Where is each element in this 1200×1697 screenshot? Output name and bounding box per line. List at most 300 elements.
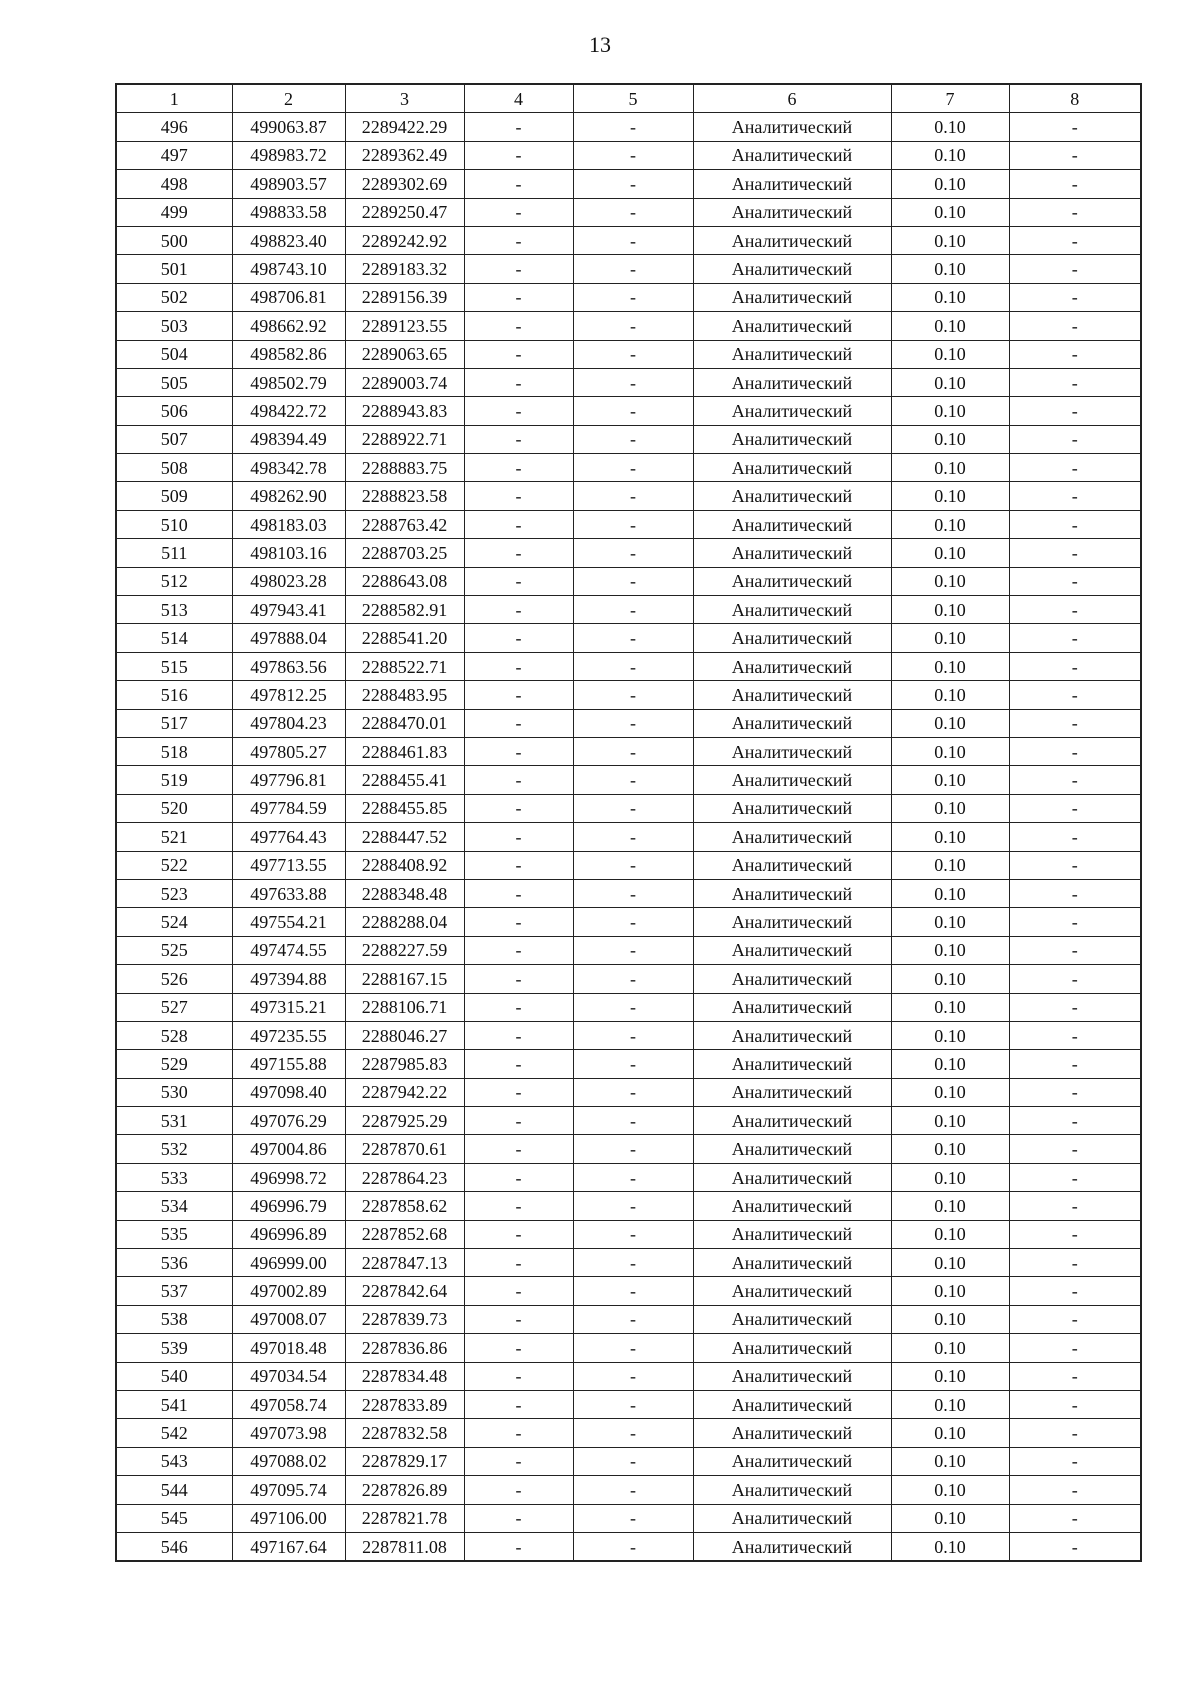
table-row: [116, 141, 1141, 169]
accuracy-cell: 0.10: [891, 737, 1009, 765]
column-8-cell: -: [1009, 737, 1141, 765]
x-coordinate-cell: 496996.89: [232, 1220, 345, 1248]
point-number-cell: 504: [116, 340, 232, 368]
y-coordinate-cell: 2287839.73: [345, 1305, 464, 1333]
method-cell: Аналитический: [693, 737, 891, 765]
column-5-cell: -: [573, 283, 693, 311]
accuracy-cell: 0.10: [891, 312, 1009, 340]
y-coordinate-cell: 2287834.48: [345, 1362, 464, 1390]
column-5-cell: -: [573, 1107, 693, 1135]
method-cell: Аналитический: [693, 794, 891, 822]
table-row: [116, 510, 1141, 538]
accuracy-cell: 0.10: [891, 1163, 1009, 1191]
method-cell: Аналитический: [693, 454, 891, 482]
x-coordinate-cell: 497812.25: [232, 681, 345, 709]
accuracy-cell: 0.10: [891, 567, 1009, 595]
table-row: [116, 1163, 1141, 1191]
column-5-cell: -: [573, 1021, 693, 1049]
method-cell: Аналитический: [693, 283, 891, 311]
point-number-cell: 530: [116, 1078, 232, 1106]
column-header: 3: [345, 84, 464, 113]
y-coordinate-cell: 2287811.08: [345, 1532, 464, 1561]
point-number-cell: 528: [116, 1021, 232, 1049]
column-5-cell: -: [573, 1504, 693, 1532]
accuracy-cell: 0.10: [891, 709, 1009, 737]
column-4-cell: -: [464, 737, 573, 765]
column-8-cell: -: [1009, 198, 1141, 226]
column-4-cell: -: [464, 312, 573, 340]
accuracy-cell: 0.10: [891, 255, 1009, 283]
method-cell: Аналитический: [693, 1249, 891, 1277]
method-cell: Аналитический: [693, 510, 891, 538]
table-row: [116, 1220, 1141, 1248]
method-cell: Аналитический: [693, 226, 891, 254]
column-4-cell: -: [464, 1249, 573, 1277]
x-coordinate-cell: 497018.48: [232, 1334, 345, 1362]
column-5-cell: -: [573, 1532, 693, 1561]
table-row: [116, 1504, 1141, 1532]
column-8-cell: -: [1009, 965, 1141, 993]
column-5-cell: -: [573, 1447, 693, 1475]
y-coordinate-cell: 2289302.69: [345, 170, 464, 198]
column-4-cell: -: [464, 624, 573, 652]
column-8-cell: -: [1009, 510, 1141, 538]
table-row: [116, 539, 1141, 567]
x-coordinate-cell: 497235.55: [232, 1021, 345, 1049]
accuracy-cell: 0.10: [891, 794, 1009, 822]
point-number-cell: 505: [116, 368, 232, 396]
y-coordinate-cell: 2289242.92: [345, 226, 464, 254]
y-coordinate-cell: 2288408.92: [345, 851, 464, 879]
point-number-cell: 532: [116, 1135, 232, 1163]
method-cell: Аналитический: [693, 1021, 891, 1049]
column-8-cell: -: [1009, 141, 1141, 169]
accuracy-cell: 0.10: [891, 1078, 1009, 1106]
accuracy-cell: 0.10: [891, 482, 1009, 510]
method-cell: Аналитический: [693, 1447, 891, 1475]
x-coordinate-cell: 497394.88: [232, 965, 345, 993]
column-header: 5: [573, 84, 693, 113]
accuracy-cell: 0.10: [891, 1419, 1009, 1447]
x-coordinate-cell: 497095.74: [232, 1476, 345, 1504]
accuracy-cell: 0.10: [891, 510, 1009, 538]
table-row: [116, 766, 1141, 794]
column-8-cell: -: [1009, 1192, 1141, 1220]
method-cell: Аналитический: [693, 709, 891, 737]
point-number-cell: 546: [116, 1532, 232, 1561]
accuracy-cell: 0.10: [891, 879, 1009, 907]
x-coordinate-cell: 498023.28: [232, 567, 345, 595]
table-row: [116, 1419, 1141, 1447]
point-number-cell: 537: [116, 1277, 232, 1305]
x-coordinate-cell: 498662.92: [232, 312, 345, 340]
table-row: [116, 1532, 1141, 1561]
column-4-cell: -: [464, 794, 573, 822]
column-5-cell: -: [573, 681, 693, 709]
table-row: [116, 1277, 1141, 1305]
accuracy-cell: 0.10: [891, 397, 1009, 425]
accuracy-cell: 0.10: [891, 1476, 1009, 1504]
method-cell: Аналитический: [693, 681, 891, 709]
table-row: [116, 823, 1141, 851]
method-cell: Аналитический: [693, 1078, 891, 1106]
y-coordinate-cell: 2288922.71: [345, 425, 464, 453]
x-coordinate-cell: 498833.58: [232, 198, 345, 226]
y-coordinate-cell: 2288943.83: [345, 397, 464, 425]
x-coordinate-cell: 497034.54: [232, 1362, 345, 1390]
y-coordinate-cell: 2288582.91: [345, 596, 464, 624]
method-cell: Аналитический: [693, 113, 891, 141]
column-4-cell: -: [464, 539, 573, 567]
method-cell: Аналитический: [693, 1390, 891, 1418]
table-row: [116, 709, 1141, 737]
column-8-cell: -: [1009, 1334, 1141, 1362]
method-cell: Аналитический: [693, 170, 891, 198]
column-8-cell: -: [1009, 482, 1141, 510]
column-8-cell: -: [1009, 1362, 1141, 1390]
accuracy-cell: 0.10: [891, 652, 1009, 680]
point-number-cell: 521: [116, 823, 232, 851]
method-cell: Аналитический: [693, 1163, 891, 1191]
accuracy-cell: 0.10: [891, 226, 1009, 254]
column-4-cell: -: [464, 1504, 573, 1532]
x-coordinate-cell: 497155.88: [232, 1050, 345, 1078]
method-cell: Аналитический: [693, 482, 891, 510]
point-number-cell: 523: [116, 879, 232, 907]
method-cell: Аналитический: [693, 141, 891, 169]
point-number-cell: 527: [116, 993, 232, 1021]
table-row: [116, 283, 1141, 311]
column-4-cell: -: [464, 1021, 573, 1049]
column-5-cell: -: [573, 255, 693, 283]
y-coordinate-cell: 2287826.89: [345, 1476, 464, 1504]
table-row: [116, 198, 1141, 226]
column-8-cell: -: [1009, 766, 1141, 794]
column-8-cell: -: [1009, 226, 1141, 254]
x-coordinate-cell: 497004.86: [232, 1135, 345, 1163]
method-cell: Аналитический: [693, 908, 891, 936]
y-coordinate-cell: 2287942.22: [345, 1078, 464, 1106]
column-4-cell: -: [464, 652, 573, 680]
y-coordinate-cell: 2288823.58: [345, 482, 464, 510]
y-coordinate-cell: 2287847.13: [345, 1249, 464, 1277]
accuracy-cell: 0.10: [891, 936, 1009, 964]
table-row: [116, 1362, 1141, 1390]
method-cell: Аналитический: [693, 397, 891, 425]
column-4-cell: -: [464, 510, 573, 538]
column-5-cell: -: [573, 510, 693, 538]
point-number-cell: 516: [116, 681, 232, 709]
column-5-cell: -: [573, 1192, 693, 1220]
x-coordinate-cell: 497633.88: [232, 879, 345, 907]
method-cell: Аналитический: [693, 425, 891, 453]
x-coordinate-cell: 499063.87: [232, 113, 345, 141]
x-coordinate-cell: 498342.78: [232, 454, 345, 482]
column-4-cell: -: [464, 198, 573, 226]
accuracy-cell: 0.10: [891, 993, 1009, 1021]
accuracy-cell: 0.10: [891, 539, 1009, 567]
column-4-cell: -: [464, 1334, 573, 1362]
column-4-cell: -: [464, 1305, 573, 1333]
column-header: 4: [464, 84, 573, 113]
column-8-cell: -: [1009, 1078, 1141, 1106]
method-cell: Аналитический: [693, 539, 891, 567]
table-row: [116, 993, 1141, 1021]
table-row: [116, 226, 1141, 254]
table-row: [116, 482, 1141, 510]
point-number-cell: 525: [116, 936, 232, 964]
table-header-row: [116, 84, 1141, 113]
column-5-cell: -: [573, 368, 693, 396]
column-4-cell: -: [464, 567, 573, 595]
point-number-cell: 511: [116, 539, 232, 567]
method-cell: Аналитический: [693, 198, 891, 226]
column-8-cell: -: [1009, 1305, 1141, 1333]
method-cell: Аналитический: [693, 1532, 891, 1561]
column-8-cell: -: [1009, 1390, 1141, 1418]
table-row: [116, 1390, 1141, 1418]
column-4-cell: -: [464, 681, 573, 709]
column-5-cell: -: [573, 879, 693, 907]
point-number-cell: 512: [116, 567, 232, 595]
point-number-cell: 500: [116, 226, 232, 254]
method-cell: Аналитический: [693, 1050, 891, 1078]
y-coordinate-cell: 2289422.29: [345, 113, 464, 141]
accuracy-cell: 0.10: [891, 1021, 1009, 1049]
column-4-cell: -: [464, 936, 573, 964]
column-8-cell: -: [1009, 368, 1141, 396]
point-number-cell: 541: [116, 1390, 232, 1418]
table-row: [116, 851, 1141, 879]
accuracy-cell: 0.10: [891, 1390, 1009, 1418]
column-8-cell: -: [1009, 1050, 1141, 1078]
y-coordinate-cell: 2288643.08: [345, 567, 464, 595]
y-coordinate-cell: 2287870.61: [345, 1135, 464, 1163]
method-cell: Аналитический: [693, 652, 891, 680]
x-coordinate-cell: 498183.03: [232, 510, 345, 538]
table-row: [116, 1021, 1141, 1049]
accuracy-cell: 0.10: [891, 1050, 1009, 1078]
y-coordinate-cell: 2288227.59: [345, 936, 464, 964]
column-5-cell: -: [573, 567, 693, 595]
column-5-cell: -: [573, 624, 693, 652]
accuracy-cell: 0.10: [891, 1220, 1009, 1248]
column-5-cell: -: [573, 1220, 693, 1248]
column-5-cell: -: [573, 1362, 693, 1390]
point-number-cell: 506: [116, 397, 232, 425]
column-5-cell: -: [573, 766, 693, 794]
x-coordinate-cell: 497002.89: [232, 1277, 345, 1305]
column-4-cell: -: [464, 879, 573, 907]
column-5-cell: -: [573, 737, 693, 765]
x-coordinate-cell: 498422.72: [232, 397, 345, 425]
column-4-cell: -: [464, 1078, 573, 1106]
y-coordinate-cell: 2287858.62: [345, 1192, 464, 1220]
y-coordinate-cell: 2288447.52: [345, 823, 464, 851]
x-coordinate-cell: 498983.72: [232, 141, 345, 169]
column-5-cell: -: [573, 1135, 693, 1163]
accuracy-cell: 0.10: [891, 1447, 1009, 1475]
y-coordinate-cell: 2287821.78: [345, 1504, 464, 1532]
column-5-cell: -: [573, 652, 693, 680]
table-row: [116, 368, 1141, 396]
column-5-cell: -: [573, 397, 693, 425]
accuracy-cell: 0.10: [891, 965, 1009, 993]
x-coordinate-cell: 497863.56: [232, 652, 345, 680]
column-8-cell: -: [1009, 397, 1141, 425]
y-coordinate-cell: 2288046.27: [345, 1021, 464, 1049]
y-coordinate-cell: 2288883.75: [345, 454, 464, 482]
point-number-cell: 526: [116, 965, 232, 993]
point-number-cell: 540: [116, 1362, 232, 1390]
y-coordinate-cell: 2287925.29: [345, 1107, 464, 1135]
table-row: [116, 1135, 1141, 1163]
method-cell: Аналитический: [693, 879, 891, 907]
x-coordinate-cell: 498502.79: [232, 368, 345, 396]
point-number-cell: 509: [116, 482, 232, 510]
page-number: 13: [589, 32, 611, 57]
column-4-cell: -: [464, 1163, 573, 1191]
table-row: [116, 624, 1141, 652]
method-cell: Аналитический: [693, 596, 891, 624]
x-coordinate-cell: 496996.79: [232, 1192, 345, 1220]
table-row: [116, 255, 1141, 283]
method-cell: Аналитический: [693, 624, 891, 652]
accuracy-cell: 0.10: [891, 1504, 1009, 1532]
point-number-cell: 498: [116, 170, 232, 198]
accuracy-cell: 0.10: [891, 141, 1009, 169]
table-row: [116, 567, 1141, 595]
method-cell: Аналитический: [693, 1362, 891, 1390]
method-cell: Аналитический: [693, 851, 891, 879]
point-number-cell: 503: [116, 312, 232, 340]
column-4-cell: -: [464, 425, 573, 453]
x-coordinate-cell: 498903.57: [232, 170, 345, 198]
column-5-cell: -: [573, 1390, 693, 1418]
method-cell: Аналитический: [693, 368, 891, 396]
point-number-cell: 545: [116, 1504, 232, 1532]
x-coordinate-cell: 496998.72: [232, 1163, 345, 1191]
y-coordinate-cell: 2288461.83: [345, 737, 464, 765]
column-5-cell: -: [573, 1419, 693, 1447]
column-8-cell: -: [1009, 312, 1141, 340]
column-5-cell: -: [573, 198, 693, 226]
point-number-cell: 520: [116, 794, 232, 822]
table-row: [116, 794, 1141, 822]
table-row: [116, 425, 1141, 453]
y-coordinate-cell: 2288483.95: [345, 681, 464, 709]
column-5-cell: -: [573, 1334, 693, 1362]
column-4-cell: -: [464, 1390, 573, 1418]
table-row: [116, 965, 1141, 993]
x-coordinate-cell: 498262.90: [232, 482, 345, 510]
table-row: [116, 1050, 1141, 1078]
accuracy-cell: 0.10: [891, 624, 1009, 652]
column-8-cell: -: [1009, 1476, 1141, 1504]
point-number-cell: 517: [116, 709, 232, 737]
x-coordinate-cell: 497474.55: [232, 936, 345, 964]
column-5-cell: -: [573, 1249, 693, 1277]
accuracy-cell: 0.10: [891, 823, 1009, 851]
y-coordinate-cell: 2288106.71: [345, 993, 464, 1021]
method-cell: Аналитический: [693, 1192, 891, 1220]
accuracy-cell: 0.10: [891, 170, 1009, 198]
method-cell: Аналитический: [693, 993, 891, 1021]
y-coordinate-cell: 2288455.41: [345, 766, 464, 794]
y-coordinate-cell: 2289123.55: [345, 312, 464, 340]
table-row: [116, 113, 1141, 141]
y-coordinate-cell: 2289250.47: [345, 198, 464, 226]
accuracy-cell: 0.10: [891, 766, 1009, 794]
x-coordinate-cell: 498103.16: [232, 539, 345, 567]
column-header: 1: [116, 84, 232, 113]
y-coordinate-cell: 2288167.15: [345, 965, 464, 993]
x-coordinate-cell: 497058.74: [232, 1390, 345, 1418]
column-8-cell: -: [1009, 936, 1141, 964]
accuracy-cell: 0.10: [891, 425, 1009, 453]
column-8-cell: -: [1009, 1021, 1141, 1049]
y-coordinate-cell: 2289156.39: [345, 283, 464, 311]
column-4-cell: -: [464, 454, 573, 482]
table-row: [116, 1192, 1141, 1220]
column-4-cell: -: [464, 1220, 573, 1248]
column-8-cell: -: [1009, 340, 1141, 368]
point-number-cell: 518: [116, 737, 232, 765]
method-cell: Аналитический: [693, 1277, 891, 1305]
y-coordinate-cell: 2288522.71: [345, 652, 464, 680]
column-8-cell: -: [1009, 1220, 1141, 1248]
table-row: [116, 652, 1141, 680]
x-coordinate-cell: 497315.21: [232, 993, 345, 1021]
column-8-cell: -: [1009, 539, 1141, 567]
column-8-cell: -: [1009, 1107, 1141, 1135]
column-5-cell: -: [573, 794, 693, 822]
method-cell: Аналитический: [693, 1107, 891, 1135]
x-coordinate-cell: 497088.02: [232, 1447, 345, 1475]
point-number-cell: 502: [116, 283, 232, 311]
column-5-cell: -: [573, 454, 693, 482]
column-4-cell: -: [464, 340, 573, 368]
column-5-cell: -: [573, 936, 693, 964]
y-coordinate-cell: 2287852.68: [345, 1220, 464, 1248]
column-5-cell: -: [573, 340, 693, 368]
point-number-cell: 536: [116, 1249, 232, 1277]
method-cell: Аналитический: [693, 823, 891, 851]
column-4-cell: -: [464, 141, 573, 169]
column-8-cell: -: [1009, 113, 1141, 141]
point-number-cell: 538: [116, 1305, 232, 1333]
x-coordinate-cell: 497008.07: [232, 1305, 345, 1333]
coordinates-table: [115, 83, 1142, 1562]
y-coordinate-cell: 2288763.42: [345, 510, 464, 538]
point-number-cell: 535: [116, 1220, 232, 1248]
column-5-cell: -: [573, 851, 693, 879]
method-cell: Аналитический: [693, 1504, 891, 1532]
x-coordinate-cell: 497076.29: [232, 1107, 345, 1135]
x-coordinate-cell: 497554.21: [232, 908, 345, 936]
table-row: [116, 312, 1141, 340]
y-coordinate-cell: 2288703.25: [345, 539, 464, 567]
column-8-cell: -: [1009, 1163, 1141, 1191]
point-number-cell: 496: [116, 113, 232, 141]
table-row: [116, 1305, 1141, 1333]
point-number-cell: 515: [116, 652, 232, 680]
method-cell: Аналитический: [693, 340, 891, 368]
accuracy-cell: 0.10: [891, 283, 1009, 311]
table-row: [116, 1249, 1141, 1277]
point-number-cell: 510: [116, 510, 232, 538]
column-4-cell: -: [464, 1532, 573, 1561]
